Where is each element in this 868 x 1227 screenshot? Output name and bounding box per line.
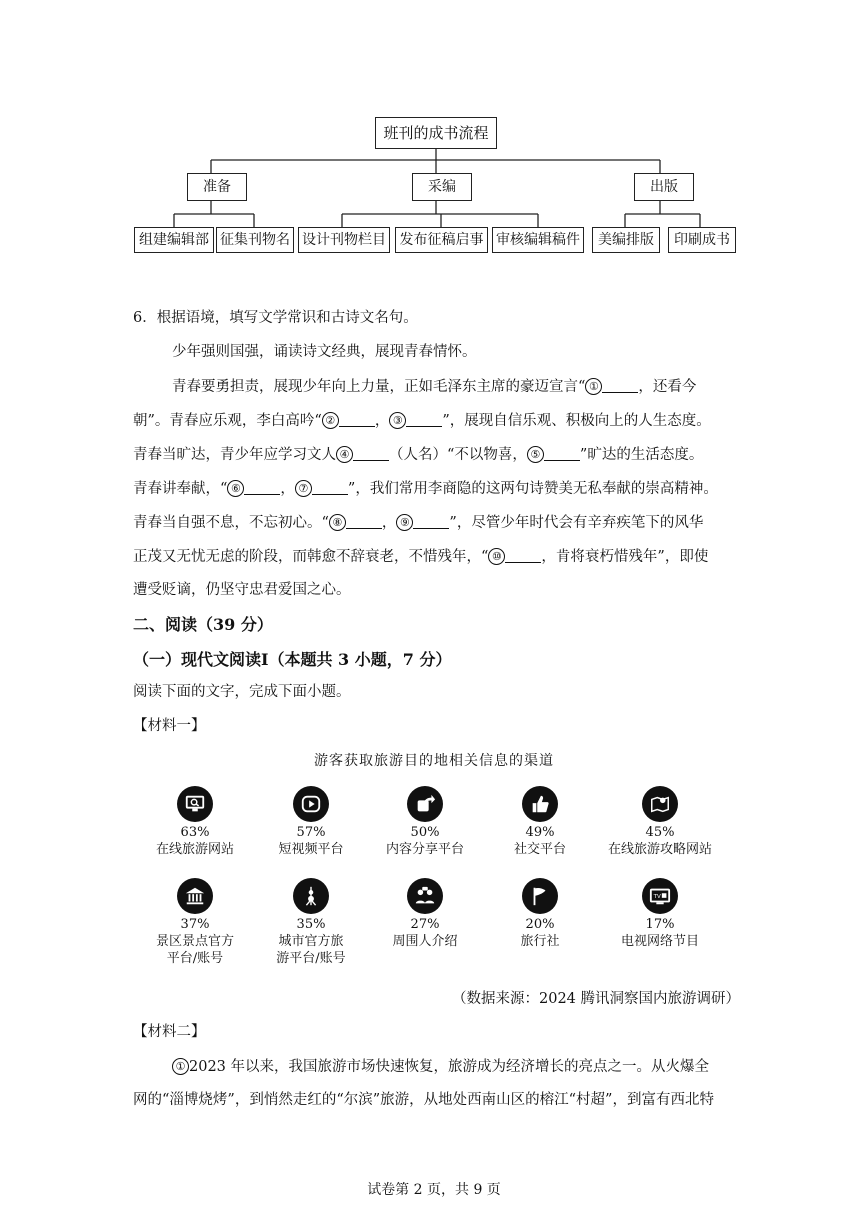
question-6-line: 正茂又无忧无虑的阶段，而韩愈不辞衰老，不惜残年，“ ⑩ ，肯将衰朽惜残年”，即使 bbox=[133, 549, 709, 565]
question-6-line: 朝”。青春应乐观，李白高吟“ ② ， ③ ”，展现自信乐观、积极向上的人生态度。 bbox=[133, 413, 711, 429]
monitor-search-icon bbox=[177, 786, 213, 822]
answer-blank bbox=[505, 548, 541, 563]
flowchart-node-publish: 出版 bbox=[634, 173, 694, 201]
infographic-label: 在线旅游网站 bbox=[155, 842, 234, 857]
infographic-label: 游平台/账号 bbox=[276, 951, 346, 966]
question-6-line: 青春当自强不息，不忘初心。“ ⑧ ， ⑨ ”，尽管少年时代会有辛弃疾笔下的风华 bbox=[133, 515, 704, 531]
infographic-percent: 49% bbox=[525, 825, 555, 840]
share-icon bbox=[407, 786, 443, 822]
tv-tower-icon bbox=[293, 878, 329, 914]
page-footer: 试卷第 2 页，共 9 页 bbox=[367, 1182, 501, 1198]
question-6-line: 青春讲奉献，“ ⑥ ， ⑦ ”，我们常用李商隐的这两句诗赞美无私奉献的崇高精神。 bbox=[133, 481, 718, 497]
question-6-line: 青春要勇担责，展现少年向上力量，正如毛泽东主席的豪迈宣言“ ① ，还看今 bbox=[172, 379, 697, 395]
infographic-percent: 35% bbox=[296, 917, 326, 932]
answer-blank bbox=[544, 446, 580, 461]
infographic-percent: 63% bbox=[180, 825, 210, 840]
flowchart-leaf: 设计刊物栏目 bbox=[298, 227, 390, 253]
infographic-item bbox=[135, 878, 255, 967]
question-6-intro: 少年强则国强，诵读诗文经典，展现青春情怀。 bbox=[172, 344, 477, 360]
infographic-item bbox=[365, 786, 485, 858]
flowchart-root: 班刊的成书流程 bbox=[375, 117, 497, 149]
answer-blank bbox=[413, 514, 449, 529]
infographic-percent: 57% bbox=[296, 825, 326, 840]
infographic-label: 短视频平台 bbox=[278, 842, 344, 857]
flowchart-node-edit: 采编 bbox=[412, 173, 472, 201]
answer-blank bbox=[312, 480, 348, 495]
people-icon bbox=[407, 878, 443, 914]
infographic-title: 游客获取旅游目的地相关信息的渠道 bbox=[314, 753, 554, 769]
map-pin-icon bbox=[642, 786, 678, 822]
infographic-label: 城市官方旅 bbox=[278, 934, 344, 949]
subsection-title: （一）现代文阅读I（本题共 3 小题，7 分） bbox=[133, 650, 452, 669]
question-6-stem: 6．根据语境，填写文学常识和古诗文名句。 bbox=[133, 310, 418, 326]
question-6-line: 青春当旷达，青少年应学习文人 ④ （人名）“不以物喜， ⑤ ”旷达的生活态度。 bbox=[133, 447, 704, 463]
infographic-item bbox=[600, 878, 720, 950]
infographic-percent: 45% bbox=[645, 825, 675, 840]
data-source: （数据来源：2024 腾讯洞察国内旅游调研） bbox=[452, 991, 741, 1007]
flowchart-leaf: 征集刊物名 bbox=[216, 227, 294, 253]
answer-blank bbox=[244, 480, 280, 495]
infographic-item bbox=[135, 786, 255, 858]
infographic-item bbox=[480, 878, 600, 950]
infographic-label: 景区景点官方 bbox=[155, 934, 234, 949]
infographic-label: 在线旅游攻略网站 bbox=[607, 842, 712, 857]
infographic-percent: 50% bbox=[410, 825, 440, 840]
flowchart-leaf: 审核编辑稿件 bbox=[492, 227, 584, 253]
infographic-label: 周围人介绍 bbox=[392, 934, 458, 949]
flowchart-node-prepare: 准备 bbox=[187, 173, 247, 201]
answer-blank bbox=[602, 378, 638, 393]
tv-icon bbox=[642, 878, 678, 914]
infographic-label: 电视网络节目 bbox=[620, 934, 699, 949]
infographic-percent: 27% bbox=[410, 917, 440, 932]
infographic-label: 社交平台 bbox=[513, 842, 566, 857]
material-2-paragraph: ① 2023 年以来，我国旅游市场快速恢复，旅游成为经济增长的亮点之一。从火爆全 bbox=[172, 1058, 709, 1076]
infographic-item bbox=[365, 878, 485, 950]
section-title: 二、阅读（39 分） bbox=[133, 615, 273, 634]
svg-text:TV: TV bbox=[653, 893, 661, 900]
flowchart-leaf: 美编排版 bbox=[592, 227, 660, 253]
flowchart-leaf: 组建编辑部 bbox=[134, 227, 214, 253]
thumbs-up-icon bbox=[522, 786, 558, 822]
infographic-item bbox=[251, 878, 371, 967]
temple-icon bbox=[177, 878, 213, 914]
flowchart-leaf: 发布征稿启事 bbox=[395, 227, 488, 253]
material-2-paragraph: 网的“淄博烧烤”，到悄然走红的“尔滨”旅游，从地处西南山区的榕江“村超”，到富有西北特 bbox=[133, 1092, 714, 1108]
infographic-item bbox=[480, 786, 600, 858]
infographic-label: 平台/账号 bbox=[166, 951, 224, 966]
infographic-item bbox=[600, 786, 720, 858]
answer-blank bbox=[353, 446, 389, 461]
infographic-percent: 37% bbox=[180, 917, 210, 932]
infographic-percent: 20% bbox=[525, 917, 555, 932]
instruction: 阅读下面的文字，完成下面小题。 bbox=[133, 684, 351, 700]
flowchart-leaf: 印刷成书 bbox=[668, 227, 736, 253]
material-2-label: 【材料二】 bbox=[133, 1024, 206, 1040]
infographic-label: 内容分享平台 bbox=[385, 842, 464, 857]
infographic-label: 旅行社 bbox=[520, 934, 560, 949]
answer-blank bbox=[406, 412, 442, 427]
infographic-item bbox=[251, 786, 371, 858]
question-6-line: 遭受贬谪，仍坚守忠君爱国之心。 bbox=[133, 582, 351, 598]
flowchart-connectors bbox=[0, 0, 868, 300]
answer-blank bbox=[339, 412, 375, 427]
material-1-label: 【材料一】 bbox=[133, 718, 206, 734]
infographic-percent: 17% bbox=[645, 917, 675, 932]
answer-blank bbox=[346, 514, 382, 529]
flag-icon bbox=[522, 878, 558, 914]
play-icon bbox=[293, 786, 329, 822]
